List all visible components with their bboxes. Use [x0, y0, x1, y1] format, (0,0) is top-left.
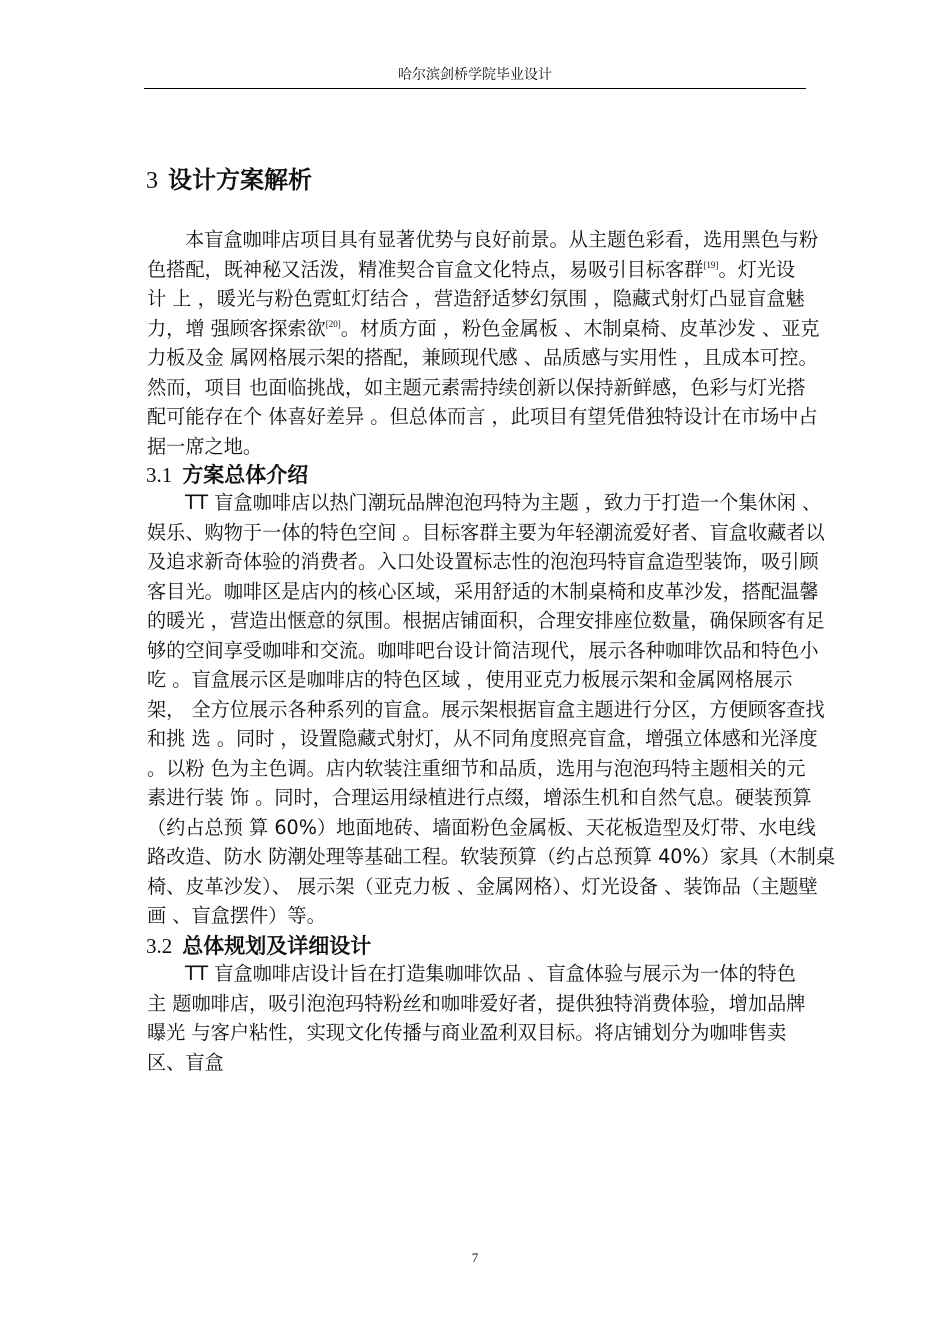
text-line: 本盲盒咖啡店项目具有显著优势与良好前景。从主题色彩看，选用黑色与粉: [185, 228, 819, 251]
text-line: （约占总预 算 60%）地面地砖、墙面粉色金属板、天花板造型及灯带、水电线: [147, 815, 816, 839]
text-line: 和挑 选 。同时 ，设置隐藏式射灯，从不同角度照亮盲盒，增强立体感和光泽度: [147, 727, 818, 750]
text-line: [147, 314, 820, 344]
text-line: 主 题咖啡店，吸引泡泡玛特粉丝和咖啡爱好者，提供独特消费体验，增加品牌: [147, 991, 806, 1015]
text-line: 配可能存在个 体喜好差异 。但总体而言 ，此项目有望凭借独特设计在市场中占: [147, 405, 818, 428]
citation-ref: [19]: [703, 259, 719, 270]
text-line: TT 盲盒咖啡店以热门潮玩品牌泡泡玛特为主题 ，致力于打造一个集休闲 、: [185, 491, 822, 514]
section-3-paragraph: [147, 225, 820, 461]
section-number: 3.2: [146, 934, 173, 958]
text-segment: 。灯光设: [718, 257, 796, 281]
section-heading-3: [146, 160, 312, 195]
section-3-1-paragraph: [147, 488, 836, 931]
text-line: 计 上 ，暖光与粉色霓虹灯结合 ，营造舒适梦幻氛围 ，隐藏式射灯凸显盲盒魅: [147, 287, 805, 310]
text-line: 素进行装 饰 。同时，合理运用绿植进行点缀，增添生机和自然气息。硬装预算: [147, 786, 812, 809]
text-line: 吃 。盲盒展示区是咖啡店的特色区域 ，使用亚克力板展示架和金属网格展示: [147, 668, 793, 691]
citation-ref: [20]: [325, 318, 341, 329]
text-line: [147, 255, 811, 285]
text-line: 娱乐、购物于一体的特色空间 。目标客群主要为年轻潮流爱好者、盲盒收藏者以: [147, 520, 825, 544]
header-divider: [144, 88, 806, 89]
section-title: 设计方案解析: [168, 166, 312, 194]
page-number: 7: [471, 1250, 479, 1265]
text-line: 及追求新奇体验的消费者。入口处设置标志性的泡泡玛特盲盒造型装饰，吸引顾: [147, 550, 819, 573]
text-segment: 。材质方面 ，粉色金属板 、木制桌椅、皮革沙发 、亚克: [340, 316, 820, 340]
text-segment: 色搭配，既神秘又活泼，精准契合盲盒文化特点，易吸引目标客群: [147, 257, 704, 281]
section-heading-3-1: [146, 459, 308, 489]
section-number: 3: [146, 168, 158, 194]
text-line: 架， 全方位展示各种系列的盲盒。展示架根据盲盒主题进行分区，方便顾客查找: [147, 697, 825, 721]
text-line: 椅、皮革沙发）、 展示架（亚克力板 、金属网格）、灯光设备 、装饰品（主题壁: [147, 874, 818, 898]
section-number: 3.1: [146, 463, 173, 487]
text-segment: 力，增 强顾客探索欲: [147, 316, 326, 340]
running-header: 哈尔滨剑桥学院毕业设计: [398, 67, 552, 83]
text-line: 够的空间享受咖啡和交流。咖啡吧台设计简洁现代，展示各种咖啡饮品和特色小: [147, 638, 819, 662]
text-line: TT 盲盒咖啡店设计旨在打造集咖啡饮品 、盲盒体验与展示为一体的特色: [185, 962, 796, 985]
text-line: 然而，项目 也面临挑战，如主题元素需持续创新以保持新鲜感，色彩与灯光搭: [147, 375, 806, 399]
text-line: 路改造、防水 防潮处理等基础工程。软装预算（约占总预算 40%）家具（木制桌: [147, 845, 836, 868]
text-line: 区、盲盒: [147, 1050, 224, 1074]
section-3-2-paragraph: [147, 959, 811, 1077]
text-line: 据一席之地。: [147, 434, 263, 458]
section-title: 总体规划及详细设计: [182, 934, 372, 958]
text-line: 力板及金 属网格展示架的搭配，兼顾现代感 、品质感与实用性 ，且成本可控。: [147, 346, 818, 369]
section-heading-3-2: [146, 930, 371, 960]
section-title: 方案总体介绍: [182, 463, 309, 487]
text-line: 的暖光 ，营造出惬意的氛围。根据店铺面积，合理安排座位数量，确保顾客有足: [147, 609, 825, 632]
text-line: 客目光。咖啡区是店内的核心区域，采用舒适的木制桌椅和皮革沙发，搭配温馨: [147, 579, 819, 603]
text-line: 。以粉 色为主色调。店内软装注重细节和品质，选用与泡泡玛特主题相关的元: [147, 756, 806, 780]
text-line: 曝光 与客户粘性，实现文化传播与商业盈利双目标。将店铺划分为咖啡售卖: [147, 1021, 787, 1044]
text-line: 画 、盲盒摆件）等。: [147, 904, 326, 927]
